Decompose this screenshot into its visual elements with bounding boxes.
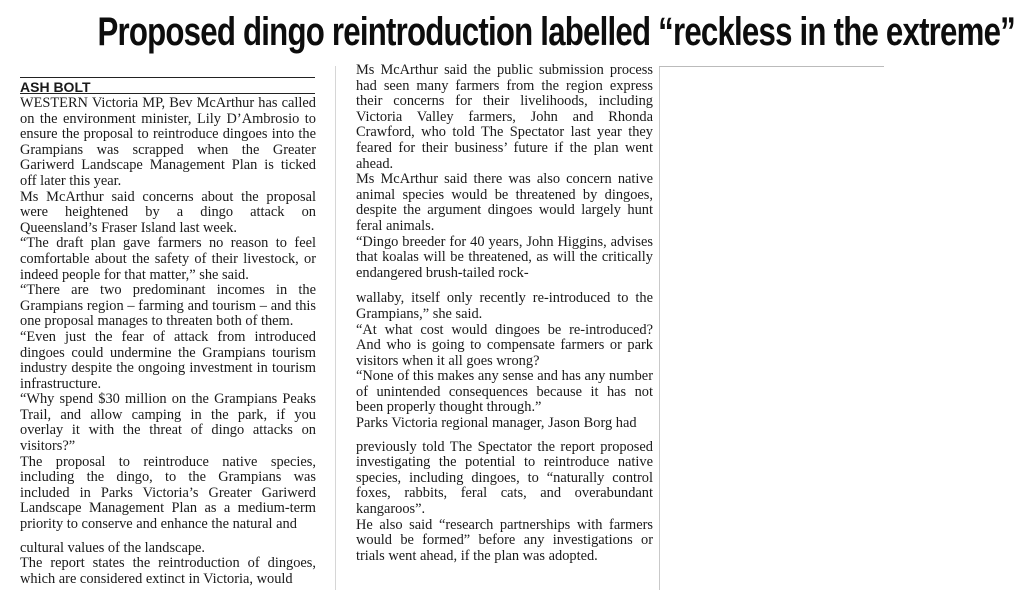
paragraph: “At what cost would dingoes be re-introduced? And who is going to compensate farmers or park visitors when it all goes wrong?: [356, 321, 653, 369]
paragraph: The report states the reintroduction of dingoes, which are considered extinct in Victoria, would: [20, 555, 316, 587]
paragraph: Ms McArthur said the public submission process had seen many farmers from the region express their concerns for their livelihoods, including Victoria Valley farmers, John and Rhonda Crawford, who told The Spectator last year they feared for their business’ future if the plan went ahead.: [356, 62, 653, 172]
paragraph: Parks Victoria regional manager, Jason Borg had: [356, 415, 637, 432]
paragraph: “None of this makes any sense and has any number of unintended consequences because it has not been properly thought through.”: [356, 368, 653, 416]
paragraph: Ms McArthur said concerns about the proposal were heightened by a dingo attack on Queensland’s Fraser Island last week.: [20, 188, 316, 236]
byline: ASH BOLT: [20, 77, 315, 95]
column-divider: [335, 66, 336, 590]
paragraph: “There are two predominant incomes in the Grampians region – farming and tourism – and this one proposal manages to threaten both of them.: [20, 282, 316, 330]
paragraph: Ms McArthur said there was also concern native animal species would be threatened by dingoes, despite the argument dingoes would largely hunt feral animals.: [356, 171, 653, 234]
top-rule: [659, 66, 884, 67]
paragraph: cultural values of the landscape.: [20, 539, 206, 556]
article-column-1: [20, 96, 316, 587]
paragraph: WESTERN Victoria MP, Bev McArthur has called on the environment minister, Lily D’Ambrosio to ensure the proposal to reintroduce dingoes into the Grampians was scrapped when the Greater Gariwerd Landscape Management Plan is ticked off later this year.: [20, 95, 316, 189]
byline-rule: [20, 93, 315, 94]
article-column-2: [356, 63, 653, 564]
paragraph: wallaby, itself only recently re-introduced to the Grampians,” she said.: [356, 290, 653, 322]
paragraph: “Why spend $30 million on the Grampians Peaks Trail, and allow camping in the park, if you overlay it with the threat of dingo attacks on visitors?”: [20, 391, 316, 455]
column-divider: [659, 66, 660, 590]
paragraph: The proposal to reintroduce native species, including the dingo, to the Grampians was included in Parks Victoria’s Greater Gariwerd Landscape Management Plan as a medium-term priority to conserve and enhance the natural and: [20, 453, 316, 533]
paragraph: “The draft plan gave farmers no reason to feel comfortable about the safety of their livestock, or indeed people for that matter,” she said.: [20, 235, 316, 283]
paragraph: “Dingo breeder for 40 years, John Higgins, advises that koalas will be threatened, as will the critically endangered brush-tailed rock-: [356, 233, 653, 281]
paragraph: previously told The Spectator the report proposed investigating the potential to reintroduce native species, including dingoes, to “naturally control foxes, rabbits, feral cats, and overabundant kangaroos”.: [356, 438, 653, 518]
paragraph: “Even just the fear of attack from introduced dingoes could undermine the Grampians tourism industry despite the ongoing investment in tourism infrastructure.: [20, 328, 316, 392]
headline: Proposed dingo reintroduction labelled “reckless in the extreme”: [97, 10, 1015, 54]
paragraph: He also said “research partnerships with farmers would be formed” before any investigations or trials went ahead, if the plan was adopted.: [356, 516, 653, 564]
